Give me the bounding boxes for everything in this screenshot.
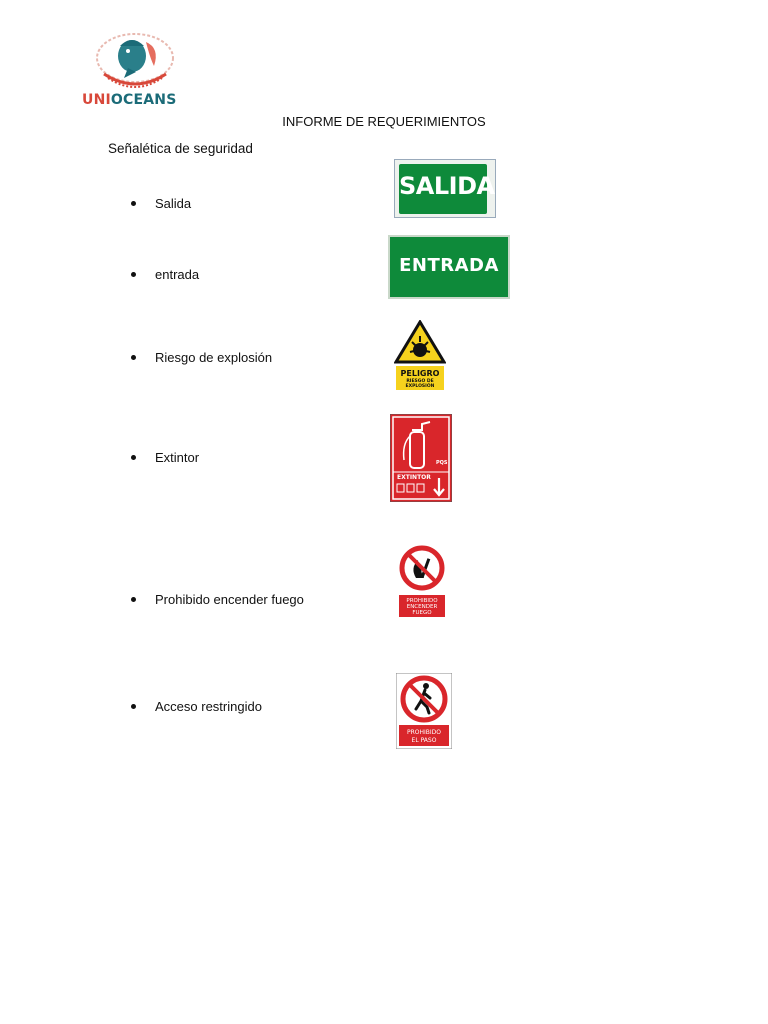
item-label: Riesgo de explosión bbox=[155, 350, 273, 365]
list-item-extintor bbox=[131, 450, 199, 465]
item-label: Extintor bbox=[155, 450, 200, 465]
bullet bbox=[131, 355, 136, 360]
item-label: Salida bbox=[155, 196, 192, 211]
peligro-text: PELIGRO bbox=[400, 369, 440, 378]
riesgo-text: RIESGO DE bbox=[406, 379, 434, 384]
pqs-text: PQS bbox=[436, 460, 448, 466]
explosion-risk-sign-icon bbox=[394, 320, 446, 392]
prohibido-paso-text-2: EL PASO bbox=[411, 737, 437, 744]
encender-text: ENCENDER bbox=[406, 604, 438, 610]
logo-text-uni: UNI bbox=[82, 92, 111, 108]
bullet bbox=[131, 455, 136, 460]
logo-text-oceans: OCEANS bbox=[110, 92, 177, 108]
item-label: Prohibido encender fuego bbox=[155, 592, 304, 607]
salida-sign-text: SALIDA bbox=[399, 172, 495, 200]
bullet bbox=[131, 704, 136, 709]
section-title: Señalética de seguridad bbox=[108, 141, 253, 156]
list-item-salida bbox=[131, 196, 191, 211]
no-fire-sign-icon bbox=[398, 544, 446, 618]
document-title: INFORME DE REQUERIMIENTOS bbox=[282, 114, 486, 129]
item-label: Acceso restringido bbox=[155, 699, 262, 714]
fish-emblem-icon bbox=[80, 28, 195, 92]
fuego-text: FUEGO bbox=[412, 610, 432, 616]
entrada-sign-text: ENTRADA bbox=[399, 255, 499, 276]
list-item-prohibido-fuego bbox=[131, 592, 304, 607]
list-item-riesgo-explosion bbox=[131, 350, 272, 365]
company-logo bbox=[80, 28, 195, 113]
prohibido-text: PROHIBIDO bbox=[406, 598, 438, 604]
bullet bbox=[131, 272, 136, 277]
bullet bbox=[131, 597, 136, 602]
entrada-sign-icon bbox=[388, 235, 510, 299]
bullet bbox=[131, 201, 136, 206]
list-item-acceso-restringido bbox=[131, 699, 262, 714]
fire-extinguisher-sign-icon bbox=[390, 414, 452, 502]
list-item-entrada bbox=[131, 267, 199, 282]
no-entry-sign-icon bbox=[396, 673, 452, 749]
explosion-text: EXPLOSIÓN bbox=[405, 384, 435, 389]
salida-sign-icon bbox=[394, 159, 496, 218]
extintor-text: EXTINTOR bbox=[397, 474, 431, 481]
prohibido-paso-text-1: PROHIBIDO bbox=[406, 729, 442, 736]
item-label: entrada bbox=[155, 267, 200, 282]
